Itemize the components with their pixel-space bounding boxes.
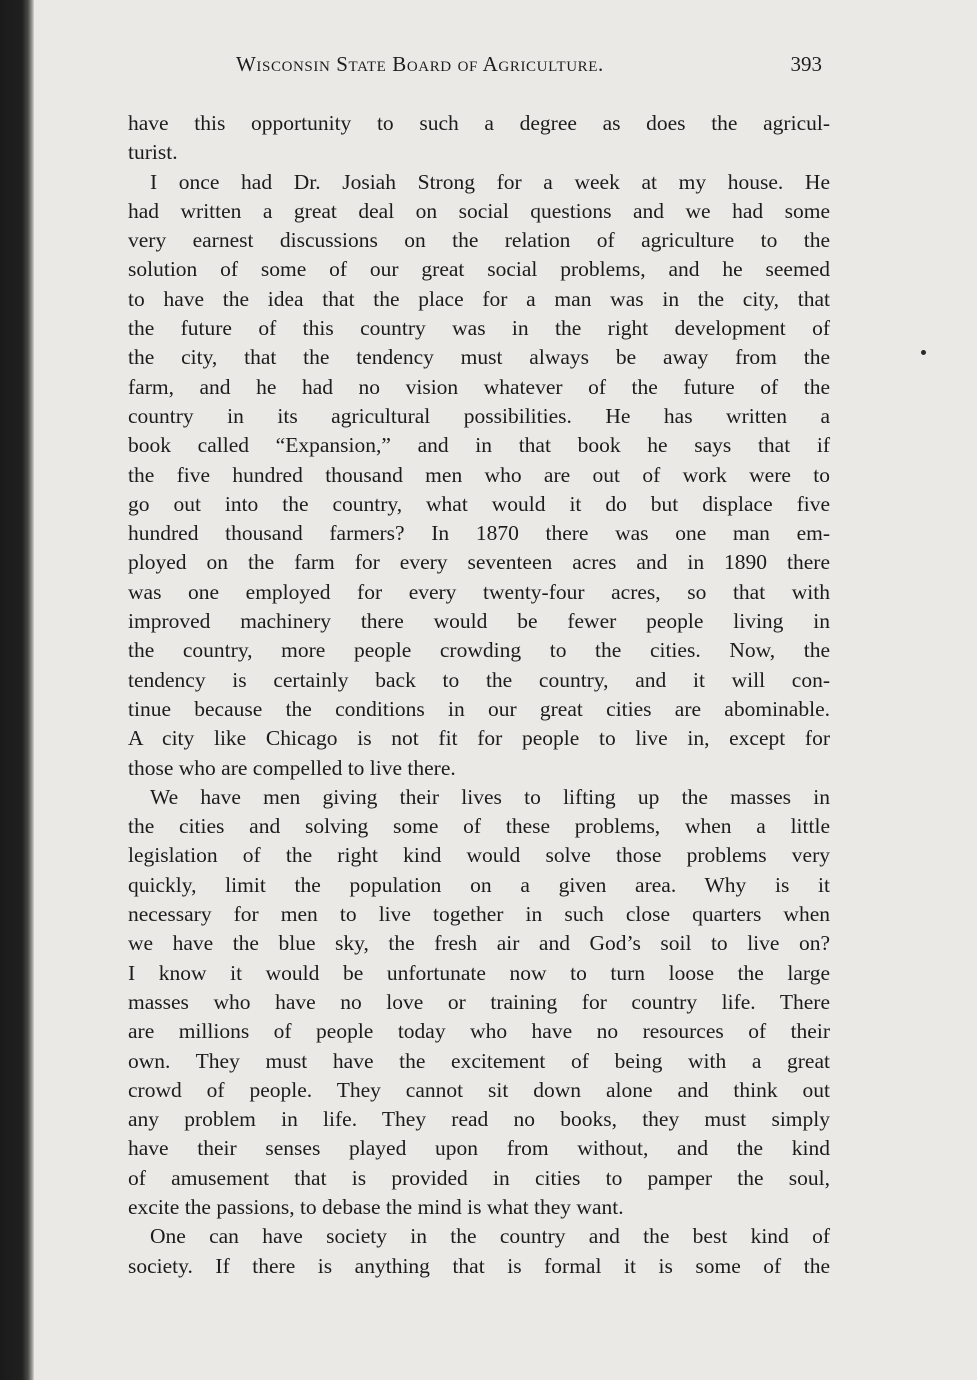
text-line: hundred thousand farmers? In 1870 there was one man em- xyxy=(128,521,830,546)
text-line: legislation of the right kind would solve those problems very xyxy=(128,843,830,868)
page-header xyxy=(128,52,828,86)
text-line: the city, that the tendency must always be away from the xyxy=(128,345,830,370)
text-line: those who are compelled to live there. xyxy=(128,755,456,780)
text-line: had written a great deal on social questions and we had some xyxy=(128,198,830,223)
text-line: we have the blue sky, the fresh air and God’s soil to live on? xyxy=(128,931,830,956)
book-binding-shadow xyxy=(0,0,34,1380)
text-line: society. If there is anything that is formal it is some of the xyxy=(128,1253,830,1278)
text-line: We have men giving their lives to lifting up the masses in xyxy=(150,784,830,809)
text-line: the country, more people crowding to the cities. Now, the xyxy=(128,638,830,663)
text-line: farm, and he had no vision whatever of the future of the xyxy=(128,374,830,399)
text-line: own. They must have the excitement of being with a great xyxy=(128,1048,830,1073)
paragraph-2 xyxy=(128,168,830,783)
page-number: 393 xyxy=(790,52,822,76)
text-line: turist. xyxy=(128,140,178,165)
text-line: ployed on the farm for every seventeen acres and in 1890 there xyxy=(128,550,830,575)
text-line: excite the passions, to debase the mind is what they want. xyxy=(128,1194,624,1219)
text-line: of amusement that is provided in cities to pamper the soul, xyxy=(128,1165,830,1190)
text-line: quickly, limit the population on a given area. Why is it xyxy=(128,872,830,897)
paragraph-3 xyxy=(128,783,830,1222)
text-line: go out into the country, what would it do but displace five xyxy=(128,491,830,516)
text-line: was one employed for every twenty-four acres, so that with xyxy=(128,579,830,604)
text-line: masses who have no love or training for country life. There xyxy=(128,989,830,1014)
text-line: very earnest discussions on the relation of agriculture to the xyxy=(128,228,830,253)
text-line: crowd of people. They cannot sit down alone and think out xyxy=(128,1077,830,1102)
running-title: Wisconsin State Board of Agriculture. xyxy=(236,52,604,76)
text-line: improved machinery there would be fewer people living in xyxy=(128,609,830,634)
text-line: have this opportunity to such a degree as does the agricul- xyxy=(128,111,830,135)
text-line: the five hundred thousand men who are out of work were to xyxy=(128,462,830,487)
text-line: have their senses played upon from without, and the kind xyxy=(128,1136,830,1161)
text-line: necessary for men to live together in such close quarters when xyxy=(128,902,830,927)
text-line: to have the idea that the place for a man was in the city, that xyxy=(128,286,830,311)
text-line: book called “Expansion,” and in that book he says that if xyxy=(128,433,830,458)
ink-speck xyxy=(921,350,926,355)
paragraph-4 xyxy=(128,1222,830,1281)
text-line: country in its agricultural possibilities. He has written a xyxy=(128,403,830,428)
text-line: One can have society in the country and the best kind of xyxy=(150,1224,830,1249)
text-line: I know it would be unfortunate now to turn loose the large xyxy=(128,960,830,985)
text-line: the future of this country was in the right development of xyxy=(128,316,830,341)
text-line: A city like Chicago is not fit for people to live in, except for xyxy=(128,726,830,751)
text-line: any problem in life. They read no books, they must simply xyxy=(128,1107,830,1132)
text-line: tendency is certainly back to the country, and it will con- xyxy=(128,667,830,692)
paragraph-1 xyxy=(128,109,830,168)
text-line: solution of some of our great social problems, and he seemed xyxy=(128,257,830,282)
body-text xyxy=(128,109,830,1281)
text-line: are millions of people today who have no resources of their xyxy=(128,1019,830,1044)
text-line: I once had Dr. Josiah Strong for a week at my house. He xyxy=(150,169,830,194)
text-line: tinue because the conditions in our great cities are abominable. xyxy=(128,696,830,721)
text-line: the cities and solving some of these problems, when a little xyxy=(128,814,830,839)
